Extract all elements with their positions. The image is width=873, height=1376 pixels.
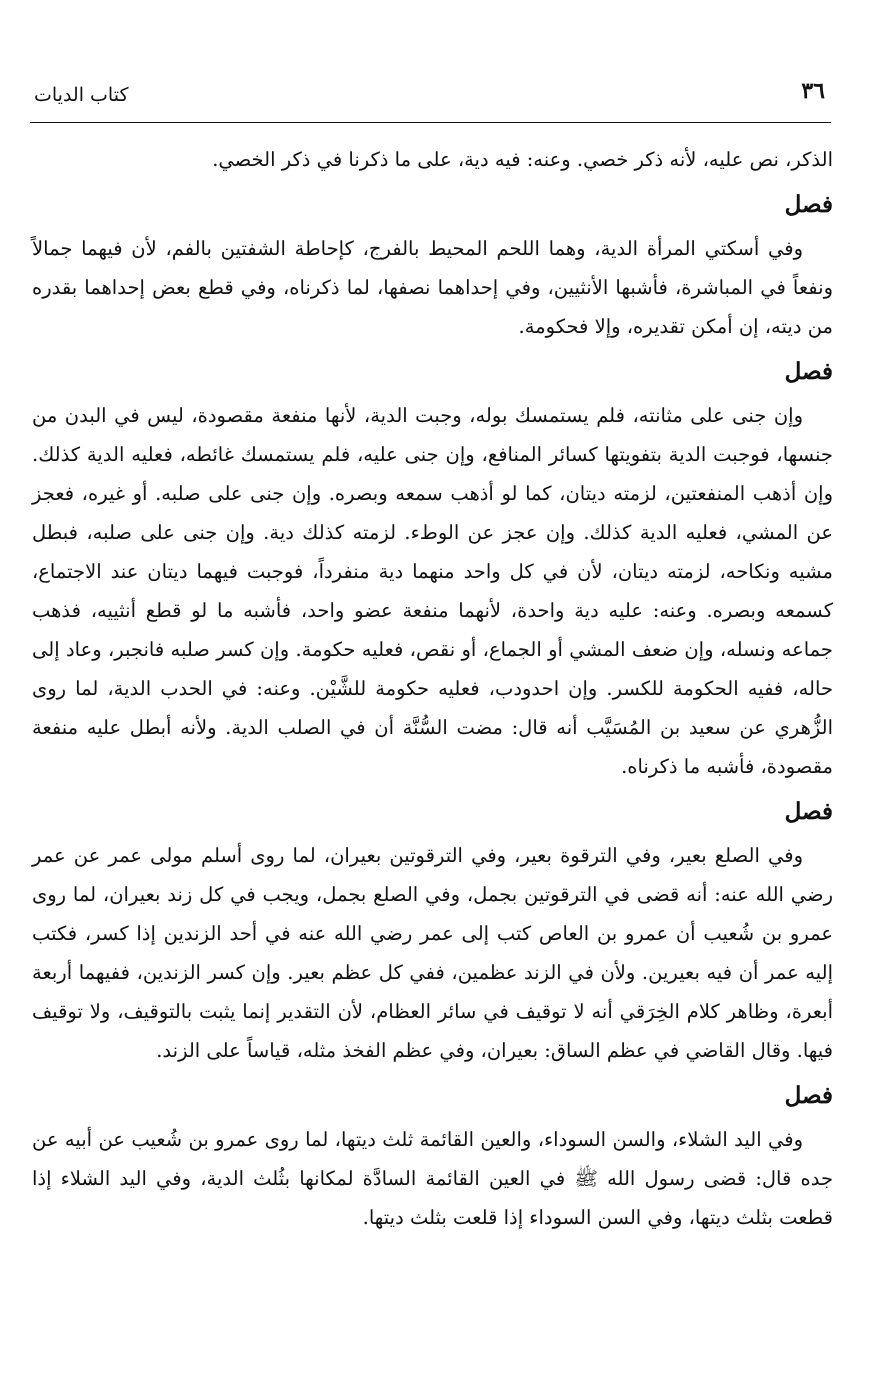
page-header (30, 78, 831, 123)
page-number: ٣٦ (801, 78, 825, 104)
section-heading: فصل (784, 1082, 833, 1109)
section-heading: فصل (784, 191, 833, 218)
section-heading: فصل (784, 798, 833, 825)
paragraph: وفي أسكتي المرأة الدية، وهما اللحم المحيط بالفرج، كإحاطة الشفتين بالفم، لأن فيهما جمالاً ونفعاً في المباشرة، فأشبها الأنثيين، وفي إحداهما نصفها، لما ذكرناه، وفي قطع بعض إحداهما بقدره من ديته، إن أمكن تقديره، وإلا فحكومة. (32, 237, 833, 338)
paragraph: وفي الصلع بعير، وفي الترقوة بعير، وفي الترقوتين بعيران، لما روى أسلم مولى عمر عن عمر رضي الله عنه: أنه قضى في الترقوتين بجمل، وفي الصلع بجمل، ويجب في كل زند بعيران، لما روى عمرو بن شُعيب أن عمرو بن العاص كتب إلى عمر رضي الله عنه في أحد الزندين إذا كسر، فكتب إليه عمر أن فيه بعيرين. ولأن في الزند عظمين، ففي كل عظم بعير. وإن كسر الزندين، ففيهما أربعة أبعرة، وظاهر كلام الخِرَقي أنه لا توقيف في سائر العظام، لأن التقدير إنما يثبت بالتوقيف، ولا توقيف فيها. وقال القاضي في عظم الساق: بعيران، وفي عظم الفخذ مثله، قياساً على الزند. (32, 844, 833, 1062)
paragraph: وإن جنى على مثانته، فلم يستمسك بوله، وجبت الدية، لأنها منفعة مقصودة، ليس في البدن من جنسها، فوجبت الدية بتفويتها كسائر المنافع، وإن جنى عليه، فلم يستمسك غائطه، فعليه الدية كذلك. وإن أذهب المنفعتين، لزمته ديتان، كما لو أذهب سمعه وبصره. وإن جنى على صلبه. أو غيره، فعجز عن المشي، فعليه الدية كذلك. وإن عجز عن الوطء. لزمته كذلك دية. وإن جنى على صلبه، فبطل مشيه ونكاحه، لزمته ديتان، لأن في كل واحد منهما دية منفرداً، فوجبت فيهما ديتان عند الاجتماع، كسمعه وبصره. وعنه: عليه دية واحدة، لأنهما منفعة عضو واحد، فأشبه ما لو قطع أنثييه، فذهب جماعه ونسله، وإن ضعف المشي أو الجماع، أو نقص، فعليه حكومة. وإن كسر صلبه فانجبر، وعاد إلى حاله، ففيه الحكومة للكسر. وإن احدودب، فعليه حكومة للشَّيْن. وعنه: في الحدب الدية، لما روى الزُّهري عن سعيد بن المُسَيَّب أنه قال: مضت السُّنَّة أن في الصلب الدية. ولأنه أبطل عليه منفعة مقصودة، فأشبه ما ذكرناه. (32, 404, 833, 778)
paragraph-continuation: الذكر، نص عليه، لأنه ذكر خصي. وعنه: فيه دية، على ما ذكرنا في ذكر الخصي. (212, 148, 833, 171)
page-body (32, 140, 833, 1237)
paragraph: وفي اليد الشلاء، والسن السوداء، والعين القائمة ثلث ديتها، لما روى عمرو بن شُعيب عن أبيه عن جده قال: قضى رسول الله ﷺ في العين القائمة السادَّة لمكانها بثُلث الدية، وفي اليد الشلاء إذا قطعت بثلث ديتها، وفي السن السوداء إذا قلعت بثلث ديتها. (32, 1128, 833, 1229)
running-title: كتاب الديات (34, 84, 129, 106)
section-heading: فصل (784, 358, 833, 385)
